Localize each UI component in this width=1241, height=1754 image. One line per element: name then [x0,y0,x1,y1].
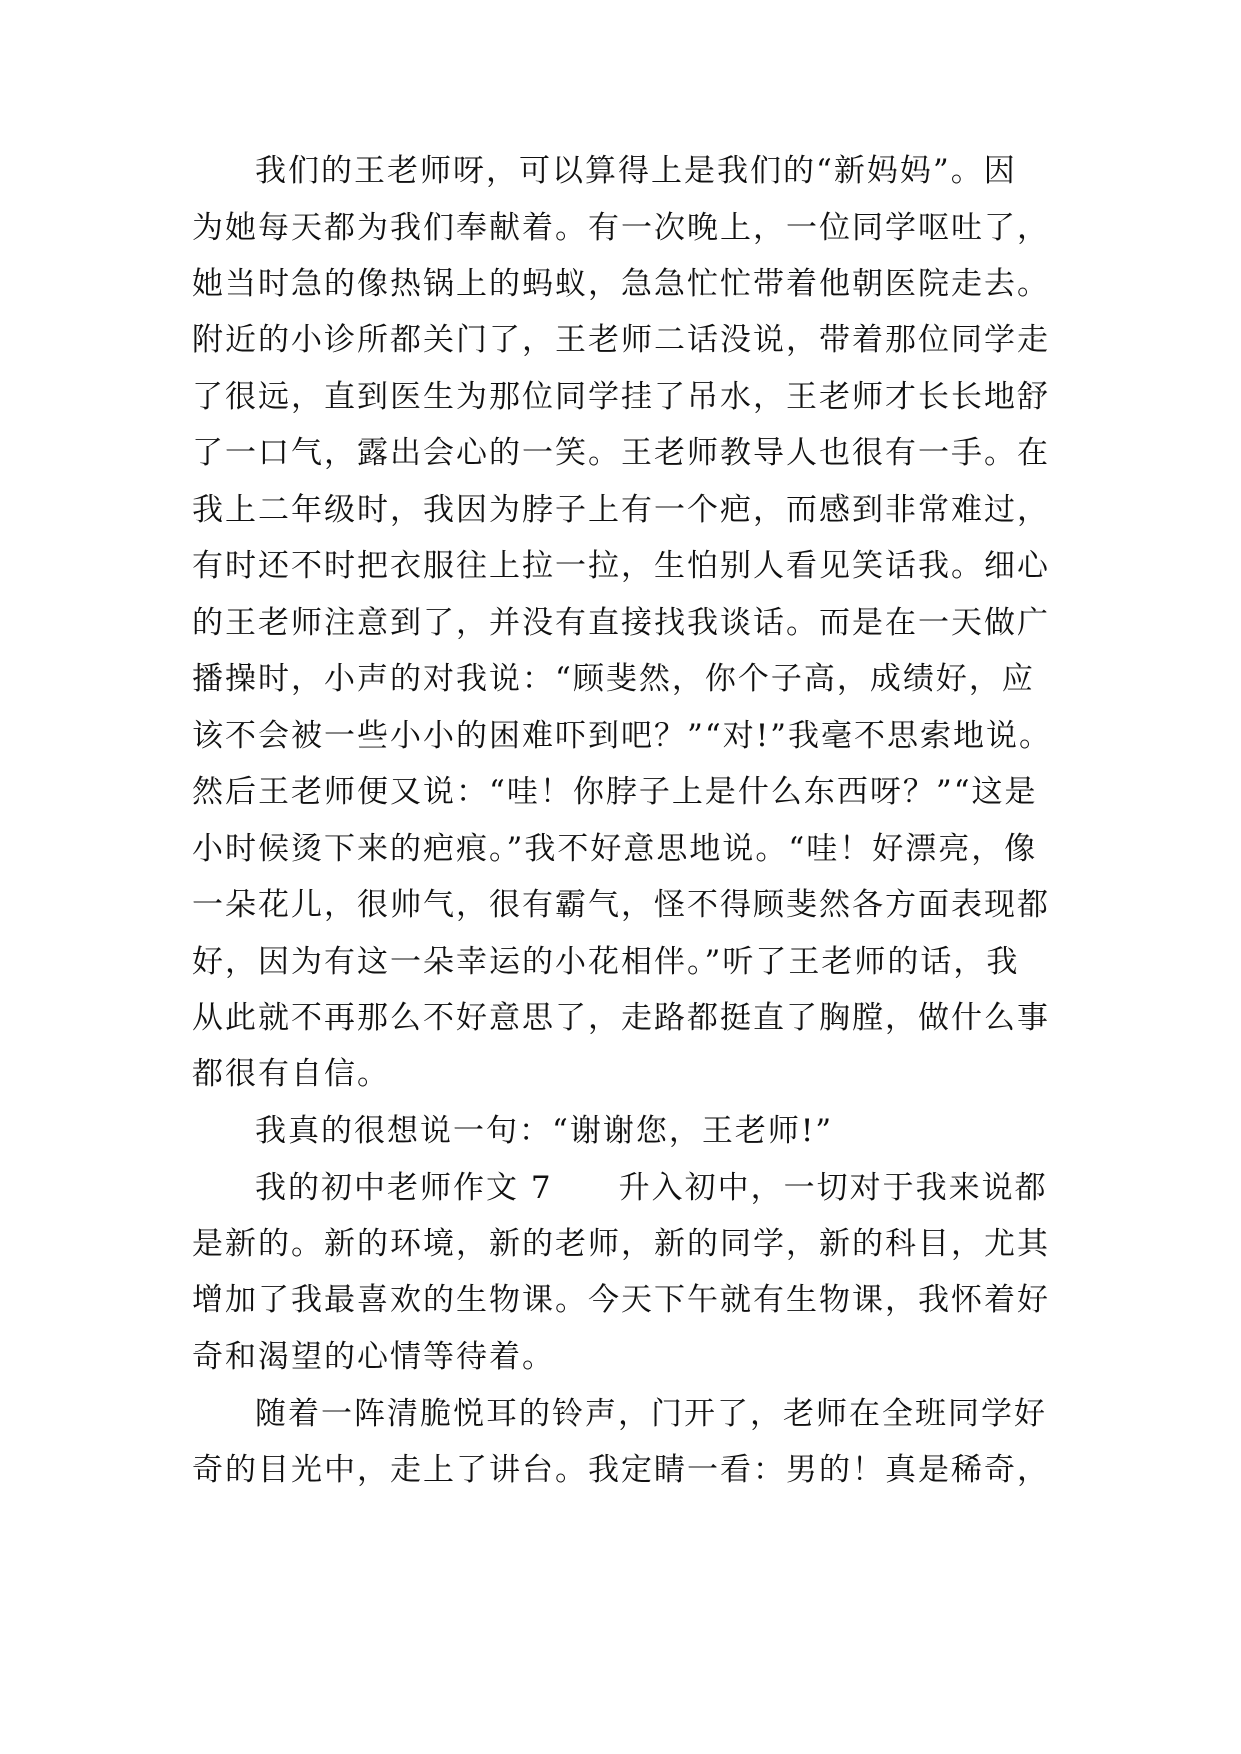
text-line: 随着一阵清脆悦耳的铃声，门开了，老师在全班同学好 [255,1396,1047,1432]
text-line: 是新的。新的环境，新的老师，新的同学，新的科目，尤其 [192,1226,1050,1262]
text-line: 了一口气，露出会心的一笑。王老师教导人也很有一手。在 [192,435,1050,471]
text-line: 我们的王老师呀，可以算得上是我们的“新妈妈”。因 [255,153,1017,189]
text-line: 该不会被一些小小的困难吓到吧？”“对!”我毫不思索地说。 [192,718,1052,754]
text-line: 为她每天都为我们奉献着。有一次晚上，一位同学呕吐了， [192,210,1050,246]
text-line: 奇的目光中，走上了讲台。我定睛一看：男的！真是稀奇， [192,1452,1050,1488]
text-line: 她当时急的像热锅上的蚂蚁，急急忙忙带着他朝医院走去。 [192,266,1050,302]
text-line: 小时候烫下来的疤痕。”我不好意思地说。“哇！好漂亮，像 [192,831,1038,867]
text-line: 增加了我最喜欢的生物课。今天下午就有生物课，我怀着好 [192,1282,1050,1318]
text-line: 一朵花儿，很帅气，很有霸气，怪不得顾斐然各方面表现都 [192,887,1050,923]
text-line: 的王老师注意到了，并没有直接找我谈话。而是在一天做广 [192,605,1050,641]
text-line: 我的初中老师作文 7 升入初中，一切对于我来说都 [255,1170,1048,1206]
text-line: 从此就不再那么不好意思了，走路都挺直了胸膛，做什么事 [192,1000,1050,1036]
text-line: 好，因为有这一朵幸运的小花相伴。”听了王老师的话，我 [192,944,1020,980]
text-line: 有时还不时把衣服往上拉一拉，生怕别人看见笑话我。细心 [192,548,1050,584]
text-line: 附近的小诊所都关门了，王老师二话没说，带着那位同学走 [192,322,1050,358]
text-line: 奇和渴望的心情等待着。 [192,1339,555,1375]
text-line: 播操时，小声的对我说：“顾斐然，你个子高，成绩好，应 [192,661,1035,697]
text-line: 都很有自信。 [192,1056,390,1092]
text-line: 然后王老师便又说：“哇！你脖子上是什么东西呀？”“这是 [192,774,1038,810]
text-line: 了很远，直到医生为那位同学挂了吊水，王老师才长长地舒 [192,379,1050,415]
text-line: 我上二年级时，我因为脖子上有一个疤，而感到非常难过， [192,492,1050,528]
text-line: 我真的很想说一句：“谢谢您，王老师!” [255,1113,834,1149]
